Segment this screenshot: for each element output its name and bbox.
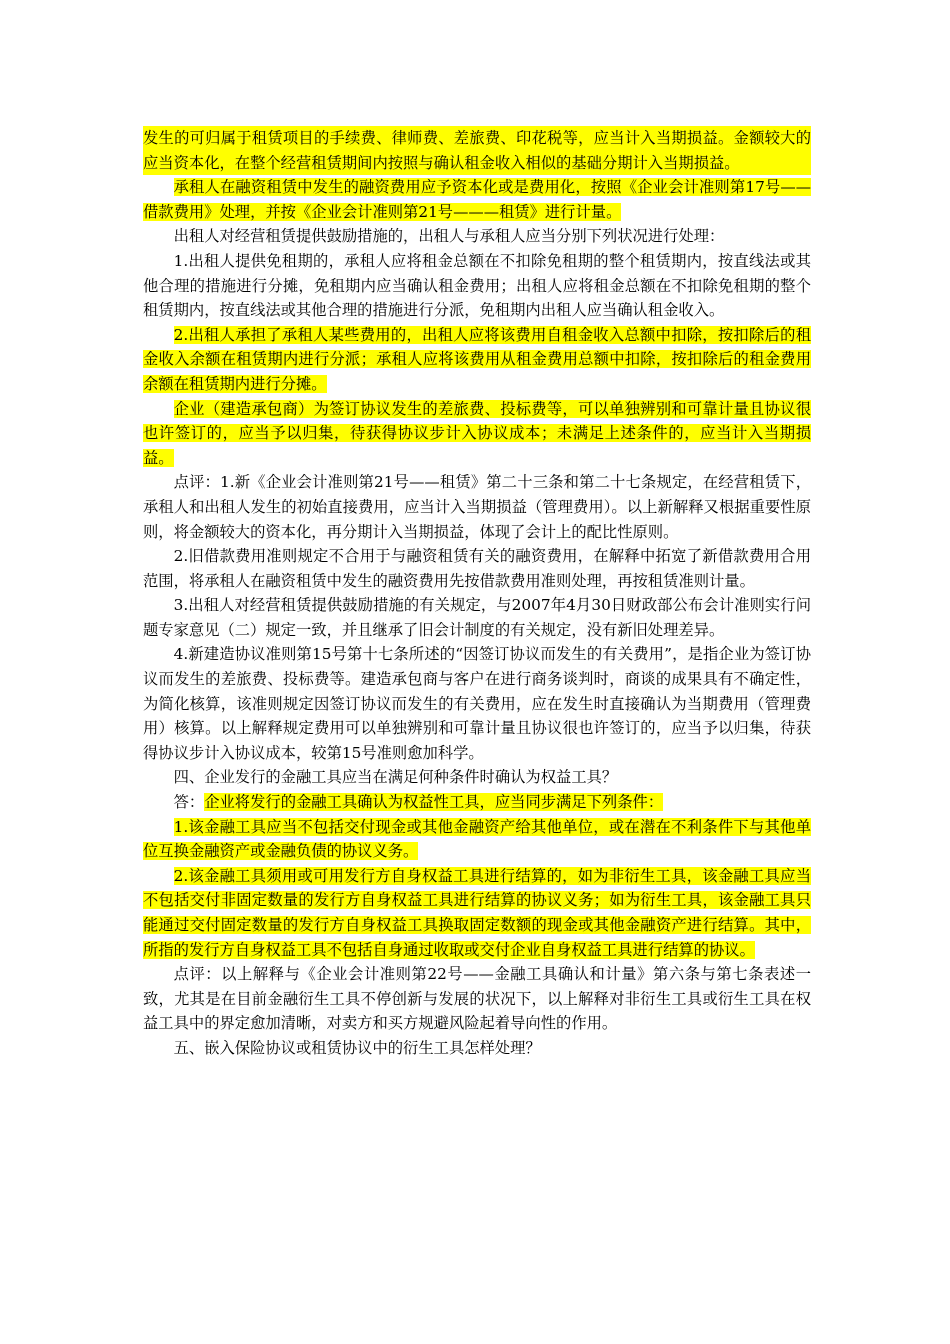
paragraph-text: 2.出租人承担了承租人某些费用的，出租人应将该费用自租金收入总额中扣除，按扣除后的租金收入余额在租赁期内进行分派；承租人应将该费用从租金费用总额中扣除，按扣除后的租金费用余额在租赁期内进行分摊。 — [143, 325, 811, 393]
section-heading — [143, 765, 811, 790]
paragraph — [143, 962, 811, 1036]
paragraph — [143, 126, 811, 175]
paragraph — [143, 864, 811, 962]
heading-text: 五、嵌入保险协议或租赁协议中的衍生工具怎样处理？ — [173, 1038, 541, 1057]
paragraph — [143, 470, 811, 544]
paragraph-text: 企业（建造承包商）为签订协议发生的差旅费、投标费等，可以单独辨别和可靠计量且协议很也许签订的，应当予以归集，待获得协议步计入协议成本；未满足上述条件的，应当计入当期损益。 — [143, 399, 811, 467]
paragraph — [143, 544, 811, 593]
paragraph — [143, 790, 811, 815]
paragraph-text: 点评：以上解释与《企业会计准则第22号——金融工具确认和计量》第六条与第七条表述一致，尤其是在目前金融衍生工具不停创新与发展的状况下，以上解释对非衍生工具或衍生工具在权益工具中的界定愈加清晰，对卖方和买方规避风险起着导向性的作用。 — [143, 965, 811, 1033]
paragraph-text: 1.出租人提供免租期的，承租人应将租金总额在不扣除免租期的整个租赁期内，按直线法或其他合理的措施进行分摊，免租期内应当确认租金费用；出租人应将租金总额在不扣除免租期的整个租赁期内，按直线法或其他合理的措施进行分派，免租期内出租人应当确认租金收入。 — [143, 251, 811, 320]
paragraph — [143, 175, 811, 224]
paragraph-text: 点评：1.新《企业会计准则第21号——租赁》第二十三条和第二十七条规定，在经营租赁下，承租人和出租人发生的初始直接费用，应当计入当期损益（管理费用）。以上新解释又根据重要性原则，将金额较大的资本化，再分期计入当期损益，体现了会计上的配比性原则。 — [143, 473, 811, 541]
paragraph-text: 承租人在融资租赁中发生的融资费用应予资本化或是费用化，按照《企业会计准则第17号——借款费用》处理，并按《企业会计准则第21号———租赁》进行计量。 — [143, 178, 811, 221]
section-heading — [143, 1036, 811, 1061]
paragraph — [143, 642, 811, 765]
paragraph — [143, 323, 811, 397]
answer-prefix: 答： — [173, 793, 205, 812]
heading-text: 四、企业发行的金融工具应当在满足何种条件时确认为权益工具？ — [173, 768, 618, 787]
paragraph-text: 2.该金融工具须用或可用发行方自身权益工具进行结算的，如为非衍生工具，该金融工具应当不包括交付非固定数量的发行方自身权益工具进行结算的协议义务；如为衍生工具，该金融工具只能通过交付固定数量的发行方自身权益工具换取固定数额的现金或其他金融资产进行结算。其中，所指的发行方自身权益工具不包括自身通过收取或交付企业自身权益工具进行结算的协议。 — [143, 866, 811, 959]
paragraph — [143, 224, 811, 249]
paragraph-text: 1.该金融工具应当不包括交付现金或其他金融资产给其他单位，或在潜在不利条件下与其他单位互换金融资产或金融负债的协议义务。 — [143, 817, 811, 861]
document-body — [143, 126, 811, 1061]
paragraph — [143, 815, 811, 864]
paragraph-text: 发生的可归属于租赁项目的手续费、律师费、差旅费、印花税等，应当计入当期损益。金额较大的应当资本化，在整个经营租赁期间内按照与确认租金收入相似的基础分期计入当期损益。 — [143, 129, 811, 172]
paragraph-text: 出租人对经营租赁提供鼓励措施的，出租人与承租人应当分别下列状况进行处理： — [173, 227, 725, 246]
paragraph-text: 2.旧借款费用准则规定不合用于与融资租赁有关的融资费用，在解释中拓宽了新借款费用合用范围，将承租人在融资租赁中发生的融资费用先按借款费用准则处理，再按租赁准则计量。 — [143, 547, 811, 590]
paragraph-text: 企业将发行的金融工具确认为权益性工具，应当同步满足下列条件： — [204, 793, 664, 812]
paragraph-text: 3.出租人对经营租赁提供鼓励措施的有关规定，与2007年4月30日财政部公布会计准则实行问题专家意见（二）规定一致，并且继承了旧会计制度的有关规定，没有新旧处理差异。 — [143, 596, 811, 639]
paragraph — [143, 249, 811, 323]
paragraph — [143, 593, 811, 642]
paragraph-text: 4.新建造协议准则第15号第十七条所述的“因签订协议而发生的有关费用”，是指企业为签订协议而发生的差旅费、投标费等。建造承包商与客户在进行商务谈判时，商谈的成果具有不确定性，为简化核算，该准则规定因签订协议而发生的有关费用，应在发生时直接确认为当期费用（管理费用）核算。以上解释规定费用可以单独辨别和可靠计量且协议很也许签订的，应当予以归集，待获得协议步计入协议成本，较第15号准则愈加科学。 — [143, 645, 811, 762]
paragraph — [143, 397, 811, 471]
